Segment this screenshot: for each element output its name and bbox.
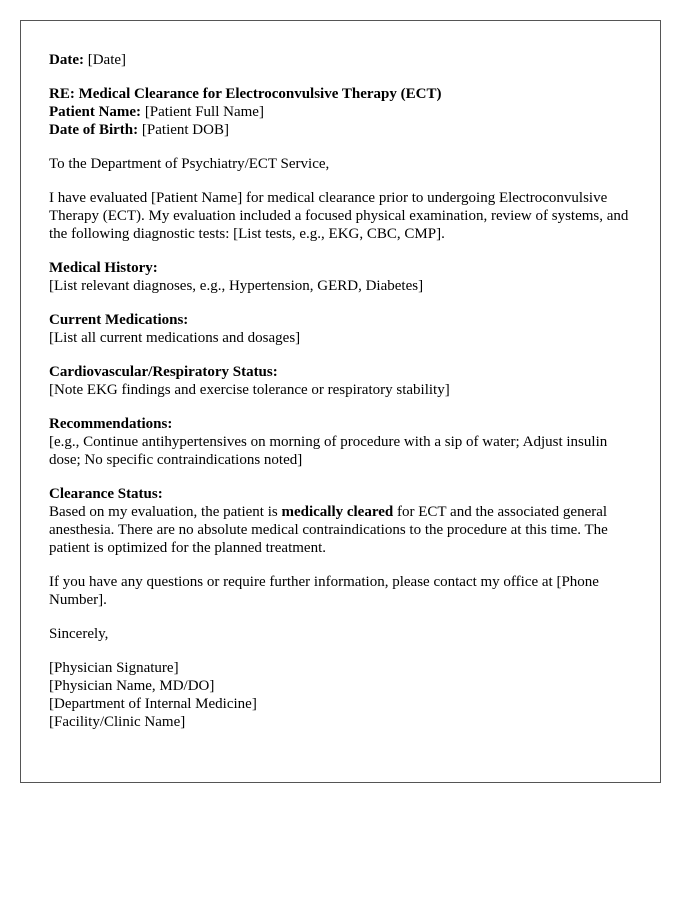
date-line <box>49 51 632 69</box>
date-value: [Date] <box>87 52 127 68</box>
subject-line: RE: Medical Clearance for Electroconvulsive Therapy (ECT) <box>49 86 442 102</box>
signature-block <box>49 659 632 731</box>
section-current-medications <box>49 311 632 347</box>
reference-block <box>49 85 632 139</box>
date-label: Date: <box>49 52 84 68</box>
clearance-emphasis: medically cleared <box>281 504 394 520</box>
section-heading: Medical History: <box>49 260 158 276</box>
section-body: [List relevant diagnoses, e.g., Hypertension, GERD, Diabetes] <box>49 278 424 294</box>
clearance-heading: Clearance Status: <box>49 486 163 502</box>
physician-signature: [Physician Signature] <box>49 660 179 676</box>
dob-line <box>49 121 632 139</box>
section-clearance-status <box>49 485 632 557</box>
section-body: [Note EKG findings and exercise tolerance or respiratory stability] <box>49 382 450 398</box>
dob-label: Date of Birth: <box>49 122 139 138</box>
section-recommendations <box>49 415 632 469</box>
section-heading: Recommendations: <box>49 416 173 432</box>
contact-paragraph: If you have any questions or require further information, please contact my office at [Phone Number]. <box>49 574 599 608</box>
section-heading: Cardiovascular/Respiratory Status: <box>49 364 278 380</box>
clearance-text-before: Based on my evaluation, the patient is <box>49 504 282 520</box>
section-body: [e.g., Continue antihypertensives on morning of procedure with a sip of water; Adjust insulin dose; No specific contraindications noted] <box>49 434 608 468</box>
physician-name: [Physician Name, MD/DO] <box>49 678 215 694</box>
facility-name: [Facility/Clinic Name] <box>49 714 186 730</box>
intro-paragraph: I have evaluated [Patient Name] for medical clearance prior to undergoing Electroconvulsive Therapy (ECT). My evaluation included a focused physical examination, review of systems, and the following diagnostic tests: [List tests, e.g., EKG, CBC, CMP]. <box>49 190 629 242</box>
salutation: To the Department of Psychiatry/ECT Service, <box>49 156 330 172</box>
clearance-text-after: for ECT and the associated general anesthesia. There are no absolute medical contraindications to the procedure at this time. The patient is optimized for the planned treatment. <box>49 504 608 556</box>
patient-name-label: Patient Name: <box>49 104 142 120</box>
section-medical-history <box>49 259 632 295</box>
closing: Sincerely, <box>49 626 109 642</box>
section-cardio-respiratory <box>49 363 632 399</box>
patient-name-value: [Patient Full Name] <box>144 104 264 120</box>
letter-document <box>20 20 661 783</box>
section-heading: Current Medications: <box>49 312 189 328</box>
patient-name-line <box>49 103 632 121</box>
section-body: [List all current medications and dosages] <box>49 330 301 346</box>
physician-department: [Department of Internal Medicine] <box>49 696 257 712</box>
dob-value: [Patient DOB] <box>141 122 229 138</box>
